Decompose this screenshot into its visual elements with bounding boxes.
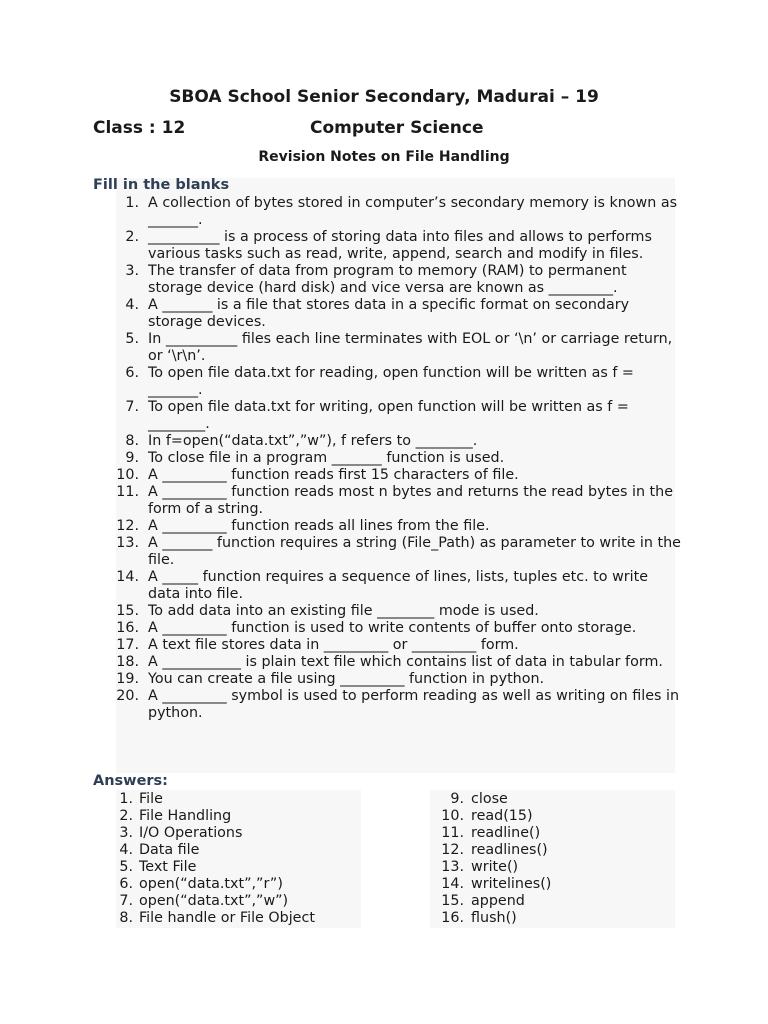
answer-item: 15. append [441, 893, 525, 909]
question-item: 13. A _______ function requires a string (File_Path) as parameter to write in the file. [116, 535, 681, 568]
answer-item: 11. readline() [441, 825, 541, 841]
answer-item: 5. Text File [119, 859, 197, 875]
answer-item: 4. Data file [119, 842, 200, 858]
question-item: 1. A collection of bytes stored in computer’s secondary memory is known as _______. [125, 195, 678, 228]
question-item: 8. In f=open(“data.txt”,”w”), f refers to ________. [125, 433, 478, 449]
question-item: 11. A _________ function reads most n bytes and returns the read bytes in the form of a string. [116, 484, 674, 517]
question-item: 16. A _________ function is used to write contents of buffer onto storage. [116, 620, 637, 636]
answer-item: 14. writelines() [441, 876, 552, 892]
document-subtitle: Revision Notes on File Handling [258, 149, 510, 165]
question-item: 7. To open file data.txt for writing, open function will be written as f = ________. [125, 399, 629, 432]
answer-item: 16. flush() [441, 910, 517, 926]
question-item: 6. To open file data.txt for reading, open function will be written as f = _______. [125, 365, 634, 398]
fill-blanks-heading: Fill in the blanks [93, 177, 230, 193]
question-item: 19. You can create a file using _________ function in python. [116, 671, 545, 687]
answer-item: 3. I/O Operations [119, 825, 243, 841]
question-item: 18. A ___________ is plain text file which contains list of data in tabular form. [116, 654, 663, 670]
answers-list-right [428, 791, 551, 927]
question-item: 12. A _________ function reads all lines from the file. [116, 518, 490, 534]
question-item: 15. To add data into an existing file ________ mode is used. [116, 603, 539, 619]
answer-item: 10. read(15) [441, 808, 533, 824]
question-item: 14. A _____ function requires a sequence of lines, lists, tuples etc. to write data into file. [116, 569, 649, 602]
answer-item: 1. File [119, 791, 163, 807]
answers-heading: Answers: [93, 773, 168, 789]
questions-list [93, 195, 683, 722]
answer-item: 12. readlines() [441, 842, 548, 858]
school-title: SBOA School Senior Secondary, Madurai – 19 [169, 87, 599, 107]
answer-item: 2. File Handling [119, 808, 232, 824]
answer-item: 9. close [450, 791, 508, 807]
question-item: 5. In __________ files each line terminates with EOL or ‘\n’ or carriage return, or ‘\r\n’. [125, 331, 673, 364]
answer-item: 6. open(“data.txt”,”r”) [119, 876, 283, 892]
answers-list-left [93, 791, 315, 927]
subject-label: Computer Science [310, 118, 484, 138]
class-label: Class : 12 [93, 118, 186, 138]
answer-item: 13. write() [441, 859, 519, 875]
question-item: 20. A _________ symbol is used to perform reading as well as writing on files in python. [116, 688, 680, 721]
question-item: 17. A text file stores data in _________ or _________ form. [116, 637, 519, 653]
question-item: 2. __________ is a process of storing data into files and allows to performs various tasks such as read, write, append, search and modify in files. [125, 229, 652, 262]
question-item: 4. A _______ is a file that stores data in a specific format on secondary storage devices. [125, 297, 630, 330]
question-item: 3. The transfer of data from program to memory (RAM) to permanent storage device (hard disk) and vice versa are known as _________. [125, 263, 627, 296]
answer-item: 7. open(“data.txt”,”w”) [119, 893, 289, 909]
question-item: 9. To close file in a program _______ function is used. [125, 450, 505, 466]
question-item: 10. A _________ function reads first 15 characters of file. [116, 467, 519, 483]
answer-item: 8. File handle or File Object [119, 910, 315, 926]
